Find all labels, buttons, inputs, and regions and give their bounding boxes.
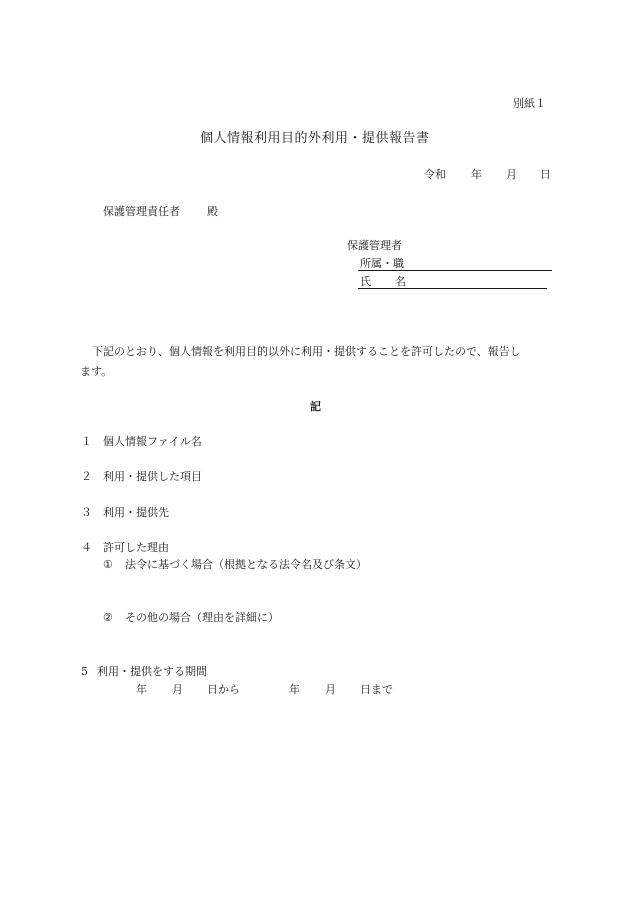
item-number: ４	[81, 541, 92, 554]
item-number: ２	[81, 470, 92, 483]
item-number: ３	[81, 506, 92, 519]
item-label: 個人情報ファイル名	[103, 435, 202, 448]
period-year-2: 年	[289, 683, 300, 696]
date-era: 令和	[424, 168, 446, 181]
affiliation-underline	[358, 270, 552, 271]
date-year: 年	[471, 168, 482, 181]
reason-number: ②	[103, 611, 113, 624]
item-number: １	[81, 435, 92, 448]
document-title: 個人情報利用目的外利用・提供報告書	[200, 131, 430, 146]
item-number: 5	[81, 665, 88, 678]
date-day: 日	[540, 168, 551, 181]
period-day-until: 日まで	[360, 683, 393, 696]
name-label-1: 氏	[360, 275, 371, 288]
affiliation-label: 所属・職	[360, 257, 404, 270]
body-line-1: 下記のとおり、個人情報を利用目的以外に利用・提供することを許可したので、報告し	[92, 345, 521, 358]
date-month: 月	[506, 168, 517, 181]
item-label: 利用・提供先	[103, 506, 169, 519]
name-underline	[358, 288, 547, 289]
reason-number: ①	[103, 558, 113, 571]
addressee-name: 保護管理責任者	[103, 205, 180, 218]
name-label-2: 名	[395, 275, 406, 288]
item-label: 利用・提供した項目	[103, 470, 202, 483]
ki-heading: 記	[310, 400, 321, 413]
period-month-1: 月	[172, 683, 183, 696]
reason-label: 法令に基づく場合（根拠となる法令名及び条文）	[125, 558, 367, 571]
period-day-from: 日から	[207, 683, 240, 696]
period-month-2: 月	[325, 683, 336, 696]
sender-title: 保護管理者	[347, 239, 402, 252]
body-line-2: ます。	[80, 365, 113, 378]
item-label: 利用・提供をする期間	[97, 665, 207, 678]
item-label: 許可した理由	[103, 541, 169, 554]
period-year-1: 年	[136, 683, 147, 696]
reason-label: その他の場合（理由を詳細に）	[125, 611, 279, 624]
attachment-label: 別紙１	[513, 97, 546, 110]
addressee-honorific: 殿	[207, 205, 218, 218]
